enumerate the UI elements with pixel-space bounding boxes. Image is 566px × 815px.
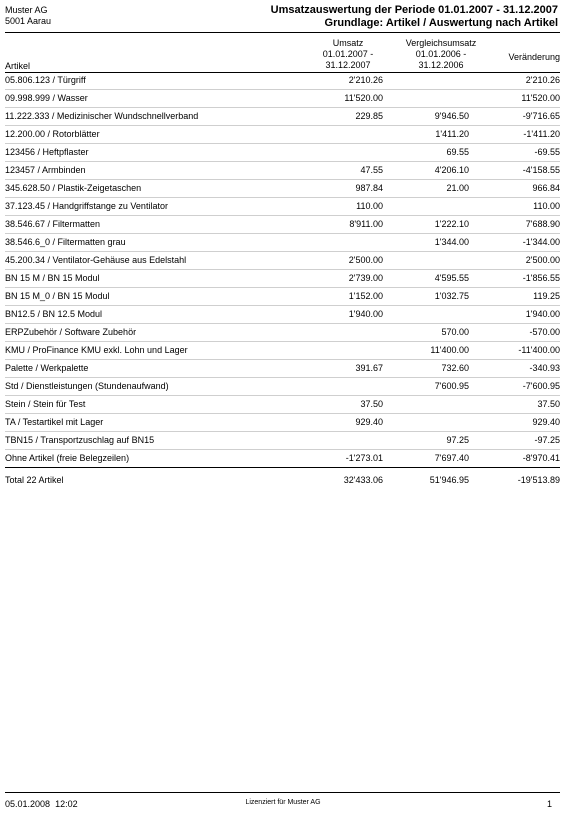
vergleich-from: 01.01.2006 -	[415, 49, 467, 59]
row-diff: 2'500.00	[525, 255, 560, 265]
total-row	[5, 474, 560, 488]
row-umsatz: 1'152.00	[348, 291, 383, 301]
row-diff: 110.00	[533, 201, 560, 211]
report-title-line2: Grundlage: Artikel / Auswertung nach Artikel	[324, 17, 558, 29]
row-article: 38.546.6_0 / Filtermatten grau	[5, 237, 126, 247]
company-city: 5001 Aarau	[5, 16, 52, 26]
row-umsatz: 47.55	[360, 165, 383, 175]
row-diff: -570.00	[529, 327, 560, 337]
column-header-article: Artikel	[5, 61, 31, 71]
row-article: 45.200.34 / Ventilator-Gehäuse aus Edelstahl	[5, 255, 187, 265]
vergleich-label: Vergleichsumsatz	[405, 38, 477, 48]
row-vergleich: 1'344.00	[434, 237, 469, 247]
row-umsatz: 229.85	[355, 111, 383, 121]
table-row	[5, 144, 560, 162]
row-umsatz: 8'911.00	[349, 219, 383, 229]
company-block	[5, 5, 51, 27]
table-row	[5, 108, 560, 126]
row-umsatz: 2'500.00	[348, 255, 383, 265]
report-table	[5, 72, 560, 468]
column-header-veraenderung: Veränderung	[508, 52, 560, 62]
row-umsatz: 2'210.26	[348, 75, 383, 85]
row-vergleich: 7'697.40	[434, 453, 469, 463]
table-row	[5, 288, 560, 306]
row-vergleich: 69.55	[446, 147, 469, 157]
table-row	[5, 360, 560, 378]
table-row	[5, 162, 560, 180]
row-vergleich: 1'222.10	[434, 219, 469, 229]
row-article: BN 15 M / BN 15 Modul	[5, 273, 100, 283]
row-vergleich: 1'411.20	[435, 129, 469, 139]
row-article: 09.998.999 / Wasser	[5, 93, 88, 103]
footer-divider	[5, 792, 560, 793]
footer-license: Lizenziert für Muster AG	[245, 799, 321, 806]
row-article: 12.200.00 / Rotorblätter	[5, 129, 100, 139]
row-umsatz: 11'520.00	[344, 93, 383, 103]
column-header-umsatz	[303, 38, 393, 71]
report-title-line1: Umsatzauswertung der Periode 01.01.2007 - 31.12.2007	[270, 4, 558, 16]
row-diff: -1'856.55	[522, 273, 560, 283]
row-article: KMU / ProFinance KMU exkl. Lohn und Lager	[5, 345, 188, 355]
row-umsatz: -1'273.01	[345, 453, 383, 463]
table-row	[5, 72, 560, 90]
total-label: Total 22 Artikel	[5, 475, 64, 485]
report-title	[271, 4, 558, 30]
table-row	[5, 234, 560, 252]
header-divider	[5, 32, 560, 33]
table-row	[5, 324, 560, 342]
row-diff: 37.50	[537, 399, 560, 409]
row-article: TBN15 / Transportzuschlag auf BN15	[5, 435, 155, 445]
row-article: Stein / Stein für Test	[5, 399, 86, 409]
table-row	[5, 378, 560, 396]
row-diff: 119.25	[533, 291, 560, 301]
row-vergleich: 732.60	[441, 363, 469, 373]
row-vergleich: 7'600.95	[434, 381, 469, 391]
table-row	[5, 126, 560, 144]
total-diff: -19'513.89	[517, 475, 560, 485]
row-article: 123457 / Armbinden	[5, 165, 86, 175]
row-article: 38.546.67 / Filtermatten	[5, 219, 101, 229]
row-vergleich: 570.00	[441, 327, 469, 337]
vergleich-to: 31.12.2006	[418, 60, 464, 70]
row-article: 05.806.123 / Türgriff	[5, 75, 86, 85]
row-vergleich: 21.00	[446, 183, 469, 193]
row-diff: 11'520.00	[521, 93, 560, 103]
table-row	[5, 90, 560, 108]
row-diff: -7'600.95	[522, 381, 560, 391]
row-article: Palette / Werkpalette	[5, 363, 89, 373]
row-diff: -1'344.00	[522, 237, 560, 247]
table-row	[5, 432, 560, 450]
row-article: Ohne Artikel (freie Belegzeilen)	[5, 453, 130, 463]
row-vergleich: 9'946.50	[434, 111, 469, 121]
row-umsatz: 391.67	[355, 363, 383, 373]
table-row	[5, 450, 560, 468]
row-diff: 7'688.90	[525, 219, 560, 229]
row-diff: 966.84	[532, 183, 560, 193]
row-diff: 1'940.00	[525, 309, 560, 319]
row-article: 345.628.50 / Plastik-Zeigetaschen	[5, 183, 142, 193]
umsatz-label: Umsatz	[332, 38, 364, 48]
row-diff: 929.40	[532, 417, 560, 427]
total-umsatz: 32'433.06	[343, 475, 383, 485]
row-diff: -97.25	[534, 435, 560, 445]
umsatz-from: 01.01.2007 -	[322, 49, 374, 59]
row-umsatz: 110.00	[356, 201, 383, 211]
row-article: 37.123.45 / Handgriffstange zu Ventilator	[5, 201, 168, 211]
row-diff: -340.93	[529, 363, 560, 373]
row-article: 123456 / Heftpflaster	[5, 147, 89, 157]
row-diff: -1'411.20	[523, 129, 560, 139]
row-diff: -9'716.65	[522, 111, 560, 121]
umsatz-to: 31.12.2007	[325, 60, 371, 70]
row-umsatz: 987.84	[355, 183, 383, 193]
row-umsatz: 2'739.00	[348, 273, 383, 283]
row-article: Std / Dienstleistungen (Stundenaufwand)	[5, 381, 169, 391]
row-vergleich: 11'400.00	[430, 345, 469, 355]
row-article: BN 15 M_0 / BN 15 Modul	[5, 291, 110, 301]
row-umsatz: 929.40	[355, 417, 383, 427]
row-diff: -4'158.55	[522, 165, 560, 175]
column-headers	[5, 38, 560, 72]
row-article: TA / Testartikel mit Lager	[5, 417, 104, 427]
page-number: 1	[546, 799, 552, 809]
company-name: Muster AG	[5, 5, 48, 15]
footer-date: 05.01.2008	[5, 799, 51, 809]
row-vergleich: 97.25	[446, 435, 469, 445]
row-article: ERPZubehör / Software Zubehör	[5, 327, 137, 337]
table-row	[5, 396, 560, 414]
table-row	[5, 270, 560, 288]
row-umsatz: 37.50	[360, 399, 383, 409]
row-vergleich: 1'032.75	[434, 291, 469, 301]
column-header-vergleich	[393, 38, 489, 71]
row-diff: -8'970.41	[522, 453, 560, 463]
table-row	[5, 180, 560, 198]
row-diff: -69.55	[534, 147, 560, 157]
row-diff: 2'210.26	[525, 75, 560, 85]
table-row	[5, 414, 560, 432]
table-row	[5, 198, 560, 216]
row-vergleich: 4'206.10	[434, 165, 469, 175]
row-article: BN12.5 / BN 12.5 Modul	[5, 309, 103, 319]
total-vergleich: 51'946.95	[429, 475, 469, 485]
table-row	[5, 306, 560, 324]
row-vergleich: 4'595.55	[434, 273, 469, 283]
footer-time: 12:02	[55, 799, 78, 809]
row-diff: -11'400.00	[518, 345, 560, 355]
table-row	[5, 252, 560, 270]
table-row	[5, 216, 560, 234]
row-article: 11.222.333 / Medizinischer Wundschnellverband	[5, 111, 199, 121]
table-row	[5, 342, 560, 360]
row-umsatz: 1'940.00	[348, 309, 383, 319]
